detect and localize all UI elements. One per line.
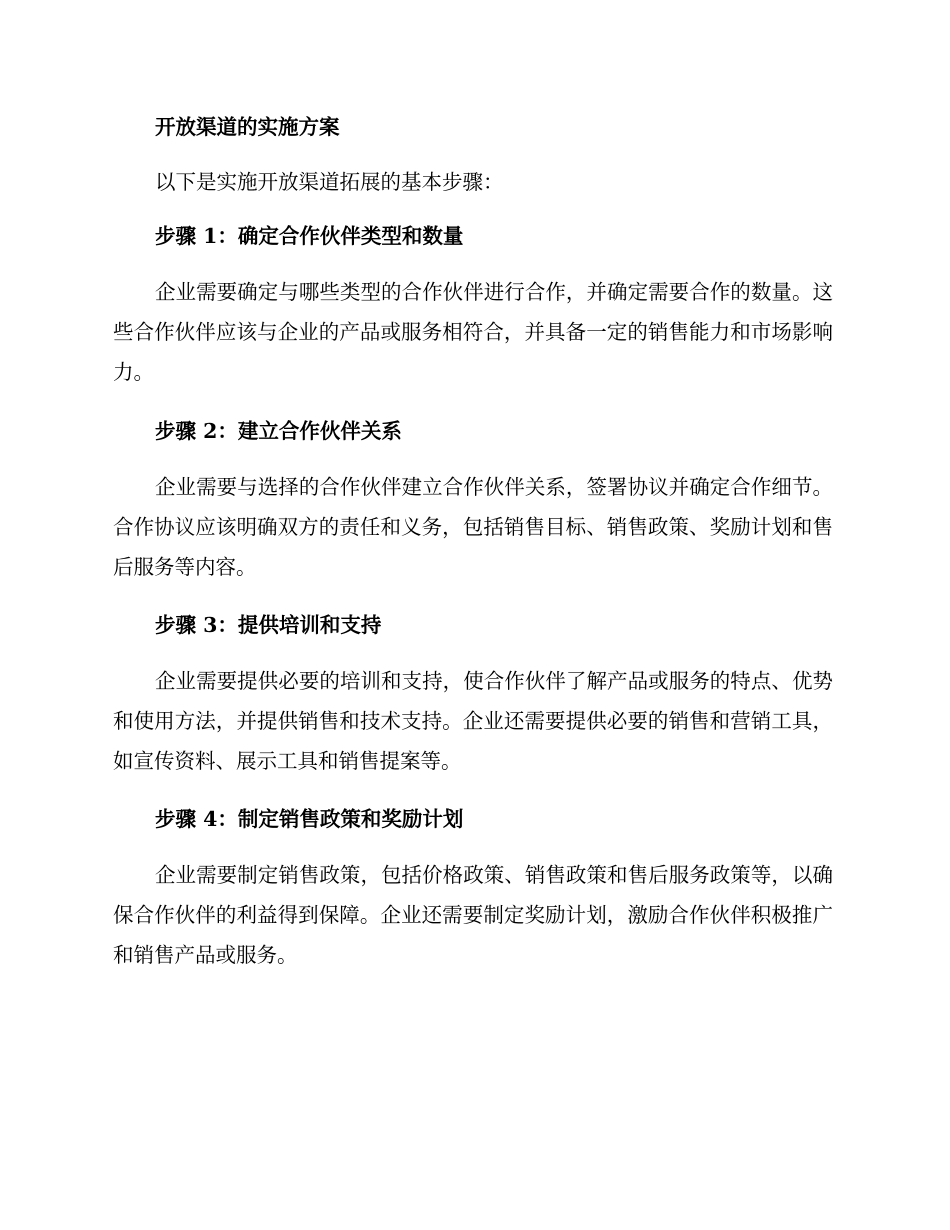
step-2-heading: 步骤 2：建立合作伙伴关系 — [155, 419, 402, 443]
document-title: 开放渠道的实施方案 — [155, 115, 340, 139]
step-3-body: 企业需要提供必要的培训和支持，使合作伙伴了解产品或服务的特点、优势和使用方法，并提供销售和技术支持。企业还需要提供必要的销售和营销工具，如宣传资料、展示工具和销售提案等。 — [113, 669, 833, 773]
step-1-heading: 步骤 1：确定合作伙伴类型和数量 — [155, 224, 464, 248]
intro-text: 以下是实施开放渠道拓展的基本步骤： — [155, 170, 504, 194]
step-4-heading: 步骤 4：制定销售政策和奖励计划 — [155, 807, 464, 831]
step-3-heading: 步骤 3：提供培训和支持 — [155, 613, 382, 637]
step-4-body: 企业需要制定销售政策，包括价格政策、销售政策和售后服务政策等，以确保合作伙伴的利益得到保障。企业还需要制定奖励计划，激励合作伙伴积极推广和销售产品或服务。 — [113, 863, 833, 967]
step-1-body: 企业需要确定与哪些类型的合作伙伴进行合作，并确定需要合作的数量。这些合作伙伴应该与企业的产品或服务相符合，并具备一定的销售能力和市场影响力。 — [113, 280, 833, 384]
step-2-body: 企业需要与选择的合作伙伴建立合作伙伴关系，签署协议并确定合作细节。合作协议应该明确双方的责任和义务，包括销售目标、销售政策、奖励计划和售后服务等内容。 — [113, 475, 833, 579]
